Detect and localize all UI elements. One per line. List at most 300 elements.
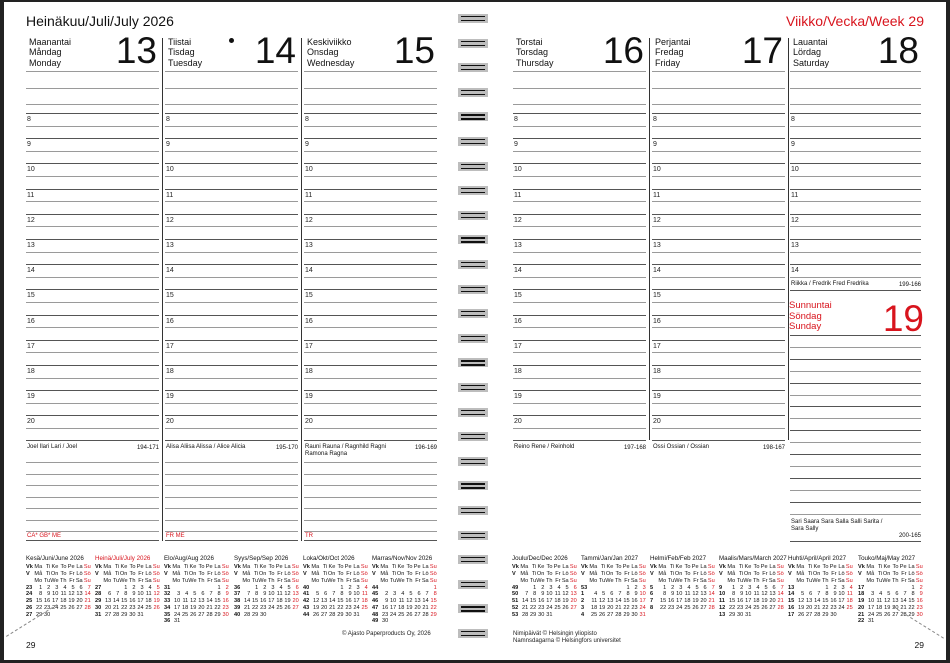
mini-calendar-cell [520,585,528,592]
mini-calendar-cell: 24 [867,611,875,618]
day-names [516,37,554,68]
half-hour-line [652,428,785,429]
mini-calendar-row [650,598,716,605]
page-number-right: 29 [914,640,924,650]
hour-line [513,365,646,366]
mini-calendar-cell: 10 [719,591,726,598]
mini-calendar-cell: 26 [153,604,160,611]
half-hour-line [26,352,159,353]
hour-line [513,264,646,265]
nameday-credit-fi: Nimipäivät © Helsingin yliopisto [513,631,597,637]
hour-label: 9 [166,141,170,149]
mini-calendar-cell: La [76,564,83,571]
mini-calendar-row [303,571,369,578]
mini-calendar-cell: To [546,571,553,577]
mini-calendar-cell: 15 [35,598,43,604]
nameday-text: Alisa Aliisa Alissa / Alice Alicia [166,444,246,450]
mini-calendar-cell: We [258,577,267,584]
mini-calendar-cell: 21 [615,604,622,611]
mini-calendar-cell: 18 [684,598,691,604]
nameday-text: Joel Ilari Lari / Joel [27,444,78,450]
mini-calendar-row [164,564,230,571]
mini-calendar-cell: 25 [145,604,152,611]
mini-calendar-cell [204,618,212,625]
mini-calendar-cell: To [337,571,344,577]
mini-calendar-cell [311,585,319,592]
mini-calendar-row [164,585,230,592]
mini-calendar-cell: V [858,571,862,577]
writing-line [652,88,785,89]
mini-calendar-cell: 3 [140,584,144,591]
notes-line [26,474,159,475]
mini-calendar-cell: 42 [303,598,310,604]
mini-calendar-cell: To [822,571,829,577]
mini-calendar-cell: On [674,571,683,577]
mini-calendar-cell: 49 [372,618,379,625]
mini-calendar-cell: 27 [95,584,102,591]
mini-calendar-cell: 5 [695,584,699,591]
mini-calendar-row [95,564,161,571]
mini-calendar-row [581,591,647,598]
hour-line [304,289,437,290]
mini-calendar-cell: 30 [345,611,352,618]
mini-calendar-row [164,605,230,612]
day-ordinal: 196-169 [414,445,437,451]
notes-line [304,462,437,463]
mini-calendar-cell: 12 [153,591,160,598]
mini-calendar-cell: Fr [415,577,421,584]
mini-calendar-cell: 9 [541,591,545,598]
mini-calendar-cell: We [50,577,59,584]
mini-calendar-cell: 19 [190,604,197,611]
mini-calendar [719,556,785,618]
mini-calendar-row [164,578,230,585]
mini-calendar-cell [380,585,388,592]
mini-calendar-cell: 4 [756,584,760,591]
spiral-ring [458,629,488,638]
mini-calendar-cell: Ti [669,564,675,571]
mini-calendar-cell: 18 [858,591,865,598]
mini-calendar-row [581,598,647,605]
mini-calendar-cell: 44 [303,611,310,618]
mini-calendar-cell: 26 [599,611,606,618]
mini-calendar-cell: 1 [255,584,259,591]
mini-calendar-cell: 29 [623,611,630,618]
mini-calendar-cell: 10 [838,591,845,598]
writing-line [165,88,298,89]
mini-calendar-cell: Mo [866,577,875,584]
mini-calendar-cell: Vk [303,564,310,571]
mini-calendar-cell: 10 [173,598,181,604]
mini-calendar-cell: Fr [138,571,144,577]
hour-line [304,415,437,416]
mini-calendar-cell: 30 [737,611,744,618]
hour-line [26,390,159,391]
notes-line [304,497,437,498]
mini-calendar-cell: 25 [590,611,598,618]
mini-calendar-row [719,605,785,612]
mini-calendar-cell: Vk [719,564,726,571]
mini-calendar-cell [719,578,727,585]
hour-line [26,340,159,341]
mini-calendar-cell: 11 [398,598,405,604]
spiral-ring [458,555,488,564]
day-name-sv: Onsdag [307,47,339,58]
mini-calendar-cell [796,585,804,592]
mini-calendar-cell: 28 [84,604,91,611]
mini-calendar-cell: Ke [537,564,545,571]
mini-calendar-cell [650,578,658,585]
mini-calendar-cell: 2 [740,584,744,591]
mini-calendar-cell: 20 [198,604,205,611]
mini-calendar [234,556,300,618]
mini-calendar-row [719,612,785,619]
half-hour-line [165,277,298,278]
mini-calendar-row [650,571,716,578]
mini-calendar-cell: 15 [214,598,221,604]
mini-calendar-cell: 24 [838,604,845,611]
mini-calendar-cell: 25 [182,611,189,618]
half-hour-line [652,327,785,328]
mini-calendar-cell: 6 [573,584,577,591]
day-number: 16 [602,30,644,71]
mini-calendar-row [858,578,924,585]
mini-calendar-cell [172,585,180,592]
mini-calendar-cell: 11 [591,598,598,604]
mini-calendar-title: Marras/Nov/Nov 2026 [372,555,433,562]
mini-calendar-row [788,591,854,598]
mini-calendar-cell: 29 [337,611,344,618]
hour-label: 13 [514,242,522,249]
hour-line [513,138,646,139]
mini-calendar-row [581,605,647,612]
mini-calendar-cell: 43 [303,604,310,611]
mini-calendar-cell: 12 [562,591,569,598]
mini-calendar-cell: Pe [344,564,352,571]
half-hour-line [165,428,298,429]
hour-label: 10 [27,166,35,174]
half-hour-line [652,201,785,202]
spiral-ring [458,457,488,466]
half-hour-line [26,327,159,328]
mini-calendar-cell: 14 [206,598,213,604]
mini-calendar-cell: Th [752,577,760,584]
hour-line [790,214,921,215]
mini-calendar-row [234,605,300,612]
mini-calendar-cell: 21 [708,598,715,604]
half-hour-line [304,126,437,127]
mini-calendar-cell: 15 [788,598,795,604]
half-hour-line [304,151,437,152]
mini-calendar-cell: 23 [345,604,352,611]
mini-calendar-cell: Fr [762,571,768,577]
mini-calendar-cell: 27 [700,604,707,611]
mini-calendar-title: Maalis/Mars/March 2027 [719,555,787,562]
mini-calendar-cell: 27 [321,611,328,618]
hour-label: 8 [791,116,795,123]
hour-label: 17 [27,342,35,350]
mini-calendar-row [164,591,230,598]
mini-calendar-cell: 17 [745,598,752,604]
hour-label: 20 [653,418,661,426]
mini-calendar-cell [283,612,291,619]
mini-calendar-cell: 18 [846,598,853,604]
mini-calendar-cell: 15 [659,598,667,604]
mini-calendar-cell: 9 [263,591,267,598]
mini-calendar-cell: 14 [521,598,529,604]
hour-line [513,340,646,341]
mini-calendar-cell: 17 [858,584,865,591]
hour-line [26,163,159,164]
mini-calendar-cell: Su [221,564,229,571]
mini-calendar-cell: Ke [397,564,405,571]
mini-calendar-cell: Ti [531,571,537,577]
mini-calendar-cell: 13 [700,591,707,598]
mini-calendar-cell: 26 [26,604,33,611]
mini-calendar-row [234,571,300,578]
mini-calendar-cell: 13 [198,598,205,604]
mini-calendar-cell: 12 [884,598,891,604]
mini-calendar-cell: 28 [95,591,102,598]
half-hour-line [165,378,298,379]
mini-calendar-cell: Ma [242,564,251,571]
mini-calendar-cell: 7 [332,591,336,598]
hour-line [26,315,159,316]
mini-calendar-cell: 18 [876,604,883,611]
mini-calendar-cell: 14 [84,591,91,598]
mini-calendar-cell: 21 [329,604,336,611]
mini-calendar-cell: 20 [892,604,899,611]
sunday-writing-line [790,490,921,491]
mini-calendar-cell: V [581,571,585,577]
mini-calendar-cell: 16 [631,598,638,604]
mini-calendar-cell: 2 [919,584,923,591]
spiral-ring [458,604,488,613]
mini-calendar-cell [396,618,404,625]
holiday-note: FR ME [166,533,185,539]
mini-calendar-cell: Ti [253,571,259,577]
half-hour-line [26,403,159,404]
half-hour-line [513,302,646,303]
day-ordinal: 198-167 [762,445,785,451]
mini-calendar-cell: La [769,564,776,571]
mini-calendar-cell: 26 [562,604,569,611]
mini-calendar-cell: Må [589,571,598,577]
mini-calendar-cell: 3 [642,584,646,591]
mini-calendar-cell: Fr [762,577,768,584]
mini-calendar-cell: Th [683,577,691,584]
day-number: 18 [877,30,919,71]
mini-calendar-cell: 21 [84,598,91,604]
mini-calendar-row [719,598,785,605]
mini-calendar-cell: La [145,564,152,571]
hour-label: 12 [305,216,313,224]
mini-calendar-cell: 27 [607,611,614,618]
mini-calendar-cell [837,612,845,619]
mini-calendar-row [788,578,854,585]
mini-calendar-cell: To [615,564,622,571]
mini-calendar-cell: 14 [113,598,120,604]
mini-calendar-cell: 15 [530,598,537,604]
mini-calendar-cell: 8 [663,591,667,598]
mini-calendar-cell: 13 [570,591,577,598]
mini-calendar-cell: Ke [328,564,336,571]
mini-calendar-cell: 27 [26,611,33,618]
mini-calendar-cell [890,585,898,592]
spiral-ring [458,235,488,244]
mini-calendar-cell [180,618,188,625]
mini-calendar-cell: 5 [287,584,291,591]
mini-calendar-cell: 30 [916,611,923,618]
mini-calendar-cell: La [353,564,360,571]
mini-calendar-cell: 23 [538,604,545,611]
mini-calendar-cell: 12 [68,591,75,598]
mini-calendar-cell: 4 [879,591,883,598]
mini-calendar-cell: To [60,571,67,577]
mini-calendar-cell: Fr [346,577,352,584]
mini-calendar-cell: Sa [561,577,569,584]
mini-calendar-cell: Su [915,577,923,584]
mini-calendar-cell: 12 [284,591,291,598]
spiral-ring [458,162,488,171]
mini-calendar-cell: 5 [156,584,160,591]
mini-calendar-cell: 1 [533,584,537,591]
day-name-sv: Måndag [29,47,62,58]
mini-calendar-cell: 28 [206,611,213,618]
mini-calendar-cell: 1 [217,584,221,591]
mini-calendar-cell: We [674,577,683,584]
sunday-number: 19 [882,298,924,339]
nameday-text: Rauni Rauna / Ragnhild Ragni Ramona Ragna [305,444,387,457]
mini-calendar-row [581,612,647,619]
day-ordinal: 194-171 [136,445,159,451]
mini-calendar-cell: Ti [807,564,813,571]
notes-end-line [26,540,159,541]
mini-calendar-cell: We [743,577,752,584]
mini-calendar-cell: 20 [700,598,707,604]
mini-calendar-cell: Su [429,577,437,584]
mini-calendar-cell: 25 [876,611,883,618]
mini-calendar-cell: 26 [406,611,413,618]
sunday-writing-line [790,347,921,348]
half-hour-line [304,277,437,278]
mini-calendar-cell: V [650,571,654,577]
mini-calendar-cell: 3 [356,584,360,591]
sunday-writing-line [790,430,921,431]
mini-calendar-cell: V [788,571,792,577]
mini-calendar-cell: Ti [807,571,813,577]
mini-calendar-cell: 26 [68,604,75,611]
mini-calendar-cell: 9 [833,591,837,598]
mini-calendar-cell [858,578,866,585]
mini-calendar-cell: 18 [398,604,405,611]
half-hour-line [304,176,437,177]
mini-calendar-cell: Tu [736,577,744,584]
mini-calendar-cell: 20 [858,604,865,611]
mini-calendar-row [719,585,785,592]
sunday-name-fi: Sunnuntai [789,300,832,311]
mini-calendar-cell: 26 [284,604,291,611]
notes-end-line [304,540,437,541]
sunday-nameday-text: Sari Saara Sara Salla Salli Sarita / Sara Sally [791,519,883,532]
half-hour-line [513,378,646,379]
mini-calendar-cell: Su [429,564,437,571]
mini-calendar-cell: We [188,577,197,584]
mini-calendar-cell: Fr [555,577,561,584]
mini-calendar-cell: 10 [745,591,752,598]
mini-calendar-cell: Ke [744,564,752,571]
mini-calendar-title: Syys/Sep/Sep 2026 [234,555,289,562]
mini-calendar-cell: Fr [831,571,837,577]
hour-label: 12 [27,216,35,224]
mini-calendar-cell: 31 [546,611,553,618]
mini-calendar-cell: 4 [185,591,189,598]
sunday-writing-line [790,359,921,360]
hour-line [304,138,437,139]
mini-calendar-cell: 7 [247,591,251,598]
mini-calendar-cell: Lö [353,571,360,577]
hour-label: 18 [514,368,522,375]
sunday-writing-line [790,502,921,503]
mini-calendar-cell: 6 [610,591,614,598]
hour-line [790,264,921,265]
mini-calendar-cell: Lö [284,571,291,577]
mini-calendar-cell: 1 [433,584,437,591]
mini-calendar-cell: Ke [120,564,128,571]
mini-calendar-cell: 16 [222,598,229,604]
hour-line [26,214,159,215]
mini-calendar-cell: Ti [600,571,606,577]
mini-calendar-cell: Sö [429,571,437,577]
mini-calendar-cell: 45 [372,591,379,598]
mini-calendar-cell: 24 [639,604,646,611]
hour-label: 12 [514,216,522,224]
mini-calendar-cell: 31 [137,611,144,618]
writing-line [165,71,298,72]
half-hour-line [26,252,159,253]
mini-calendar-cell: Lö [769,571,776,577]
mini-calendar-cell: Su [83,564,91,571]
mini-calendar-cell [898,585,906,592]
spiral-ring [458,309,488,318]
mini-calendar-cell: 19 [153,598,160,604]
mini-calendar-cell: 8 [39,591,43,598]
mini-calendar-cell: Ti [391,571,397,577]
mini-calendar-cell: 3 [55,584,59,591]
mini-calendar-cell: Pe [275,564,283,571]
hour-line [165,365,298,366]
mini-calendar-cell: On [743,571,752,577]
notes-line [165,497,298,498]
mini-calendar-cell: 22 [530,604,537,611]
mini-calendar-cell [95,578,103,585]
mini-calendar-cell: V [26,571,30,577]
mini-calendar-cell: To [268,564,275,571]
mini-calendar-cell: 13 [806,598,813,604]
day-name-sv: Lördag [793,47,822,58]
mini-calendar-cell: 46 [372,598,379,604]
mini-calendar-cell: 22 [35,604,43,611]
mini-calendar-cell: Må [727,571,736,577]
mini-calendar-cell: 18 [361,598,368,604]
mini-calendar-cell: 3 [393,591,397,598]
mini-calendar-cell [266,612,274,619]
hour-label: 18 [27,368,35,375]
mini-calendar-cell: 4 [849,584,853,591]
mini-calendar-cell: 2 [581,598,585,604]
mini-calendar-cell [788,578,796,585]
day-name-fi: Keskiviikko [307,37,352,47]
